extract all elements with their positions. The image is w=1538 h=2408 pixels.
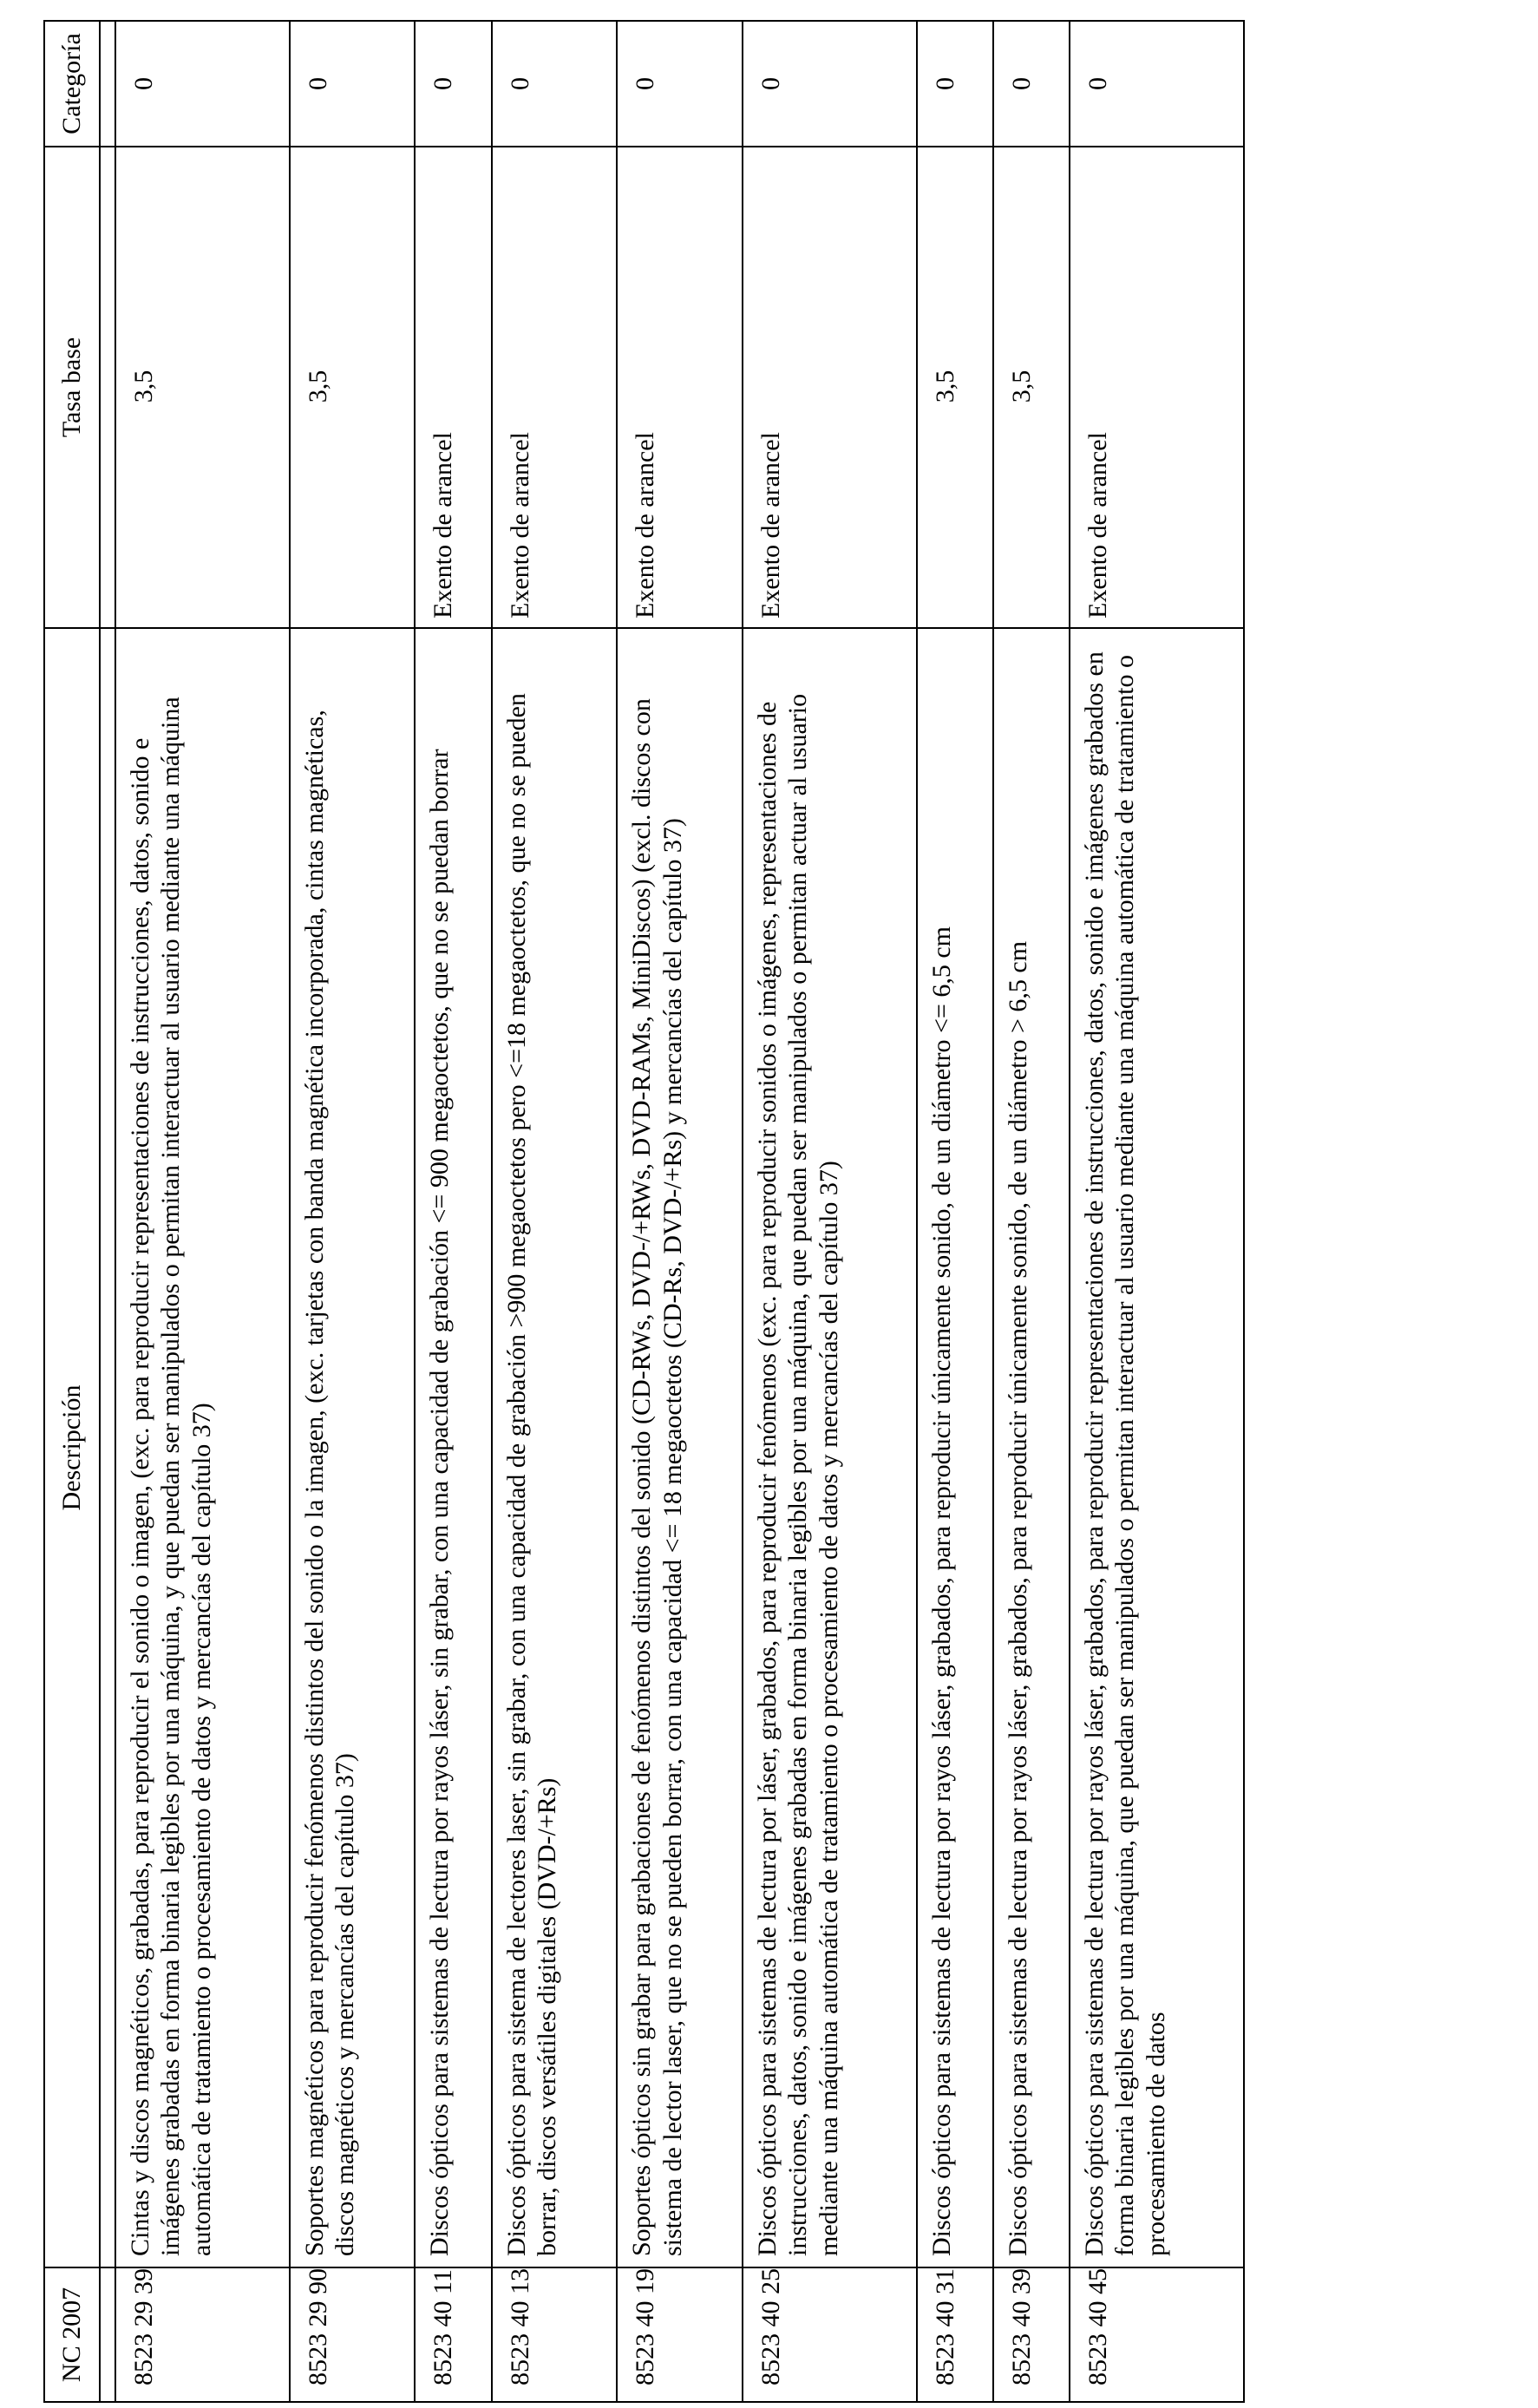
cell-description: Discos ópticos para sistema de lectores laser, sin grabar, con una capacidad de grabación >900 megaoctetos pero <=18 megaoctetos, que no se pueden borrar, discos versátiles digitales (DVD-/+Rs) <box>492 628 618 2267</box>
cell-code: 8523 40 45 <box>1070 2267 1244 2402</box>
table-row <box>917 21 993 2402</box>
cell-description: Discos ópticos para sistemas de lectura por rayos láser, grabados, para reproducir únicamente sonido, de un diámetro <= 6,5 cm <box>917 628 993 2267</box>
header-rate: Tasa base <box>44 147 100 628</box>
table-row <box>1070 21 1244 2402</box>
cell-rate: 3,5 <box>917 147 993 628</box>
tariff-table <box>43 20 1245 2403</box>
rotated-page-content <box>43 22 1245 2403</box>
cell-rate: Exento de arancel <box>743 147 917 628</box>
cell-code: 8523 40 39 <box>993 2267 1070 2402</box>
cell-description: Discos ópticos para sistemas de lectura por rayos láser, grabados, para reproducir representaciones de instrucciones, datos, sonido e imágenes grabados en forma binaria legibles por una máquina, que puedan ser manipulados o permitan interactuar al usuario mediante una máquina automática de tratamiento o procesamiento de datos <box>1070 628 1244 2267</box>
table-row <box>993 21 1070 2402</box>
table-row <box>290 21 416 2402</box>
cell-code: 8523 40 31 <box>917 2267 993 2402</box>
spacer-cell <box>100 147 115 628</box>
cell-category: 0 <box>743 21 917 147</box>
cell-rate: 3,5 <box>290 147 416 628</box>
cell-rate: Exento de arancel <box>1070 147 1244 628</box>
cell-description: Cintas y discos magnéticos, grabadas, para reproducir el sonido o imagen, (exc. para reproducir representaciones de instrucciones, datos, sonido e imágenes grabadas en forma binaria legibles por una máquina, y que puedan ser manipulados o permitan interactuar al usuario mediante una máquina automática de tratamiento o procesamiento de datos y mercancías del capítulo 37) <box>115 628 290 2267</box>
header-category: Categoría <box>44 21 100 147</box>
cell-category: 0 <box>492 21 618 147</box>
cell-description: Discos ópticos para sistemas de lectura por rayos láser, grabados, para reproducir únicamente sonido, de un diámetro > 6,5 cm <box>993 628 1070 2267</box>
cell-category: 0 <box>290 21 416 147</box>
table-row <box>743 21 917 2402</box>
cell-code: 8523 29 39 <box>115 2267 290 2402</box>
table-spacer-row <box>100 21 115 2402</box>
table-header-row <box>44 21 100 2402</box>
spacer-cell <box>100 2267 115 2402</box>
cell-description: Soportes ópticos sin grabar para grabaciones de fenómenos distintos del sonido (CD-RWs, DVD-/+RWs, DVD-RAMs, MiniDiscos) (excl. discos con sistema de lector laser, que no se pueden borrar, con una capacidad <= 18 megaoctetos (CD-Rs, DVD-/+Rs) y mercancías del capítulo 37) <box>617 628 743 2267</box>
cell-code: 8523 29 90 <box>290 2267 416 2402</box>
spacer-cell <box>100 21 115 147</box>
cell-code: 8523 40 25 <box>743 2267 917 2402</box>
cell-description: Soportes magnéticos para reproducir fenómenos distintos del sonido o la imagen, (exc. tarjetas con banda magnética incorporada, cintas magnéticas, discos magnéticos y mercancías del capítulo 37) <box>290 628 416 2267</box>
cell-rate: 3,5 <box>993 147 1070 628</box>
spacer-cell <box>100 628 115 2267</box>
cell-category: 0 <box>1070 21 1244 147</box>
cell-description: Discos ópticos para sistemas de lectura por láser, grabados, para reproducir fenómenos (exc. para reproducir sonidos o imágenes, representaciones de instrucciones, datos, sonido e imágenes grabadas en forma binaria legibles por una máquina, que puedan ser manipulados o permitan actuar al usuario mediante una máquina automática de tratamiento o procesamiento de datos y mercancías del capítulo 37) <box>743 628 917 2267</box>
cell-code: 8523 40 11 <box>415 2267 491 2402</box>
header-description: Descripción <box>44 628 100 2267</box>
cell-code: 8523 40 19 <box>617 2267 743 2402</box>
table-row <box>115 21 290 2402</box>
cell-rate: 3,5 <box>115 147 290 628</box>
table-row <box>617 21 743 2402</box>
header-code: NC 2007 <box>44 2267 100 2402</box>
cell-category: 0 <box>415 21 491 147</box>
cell-category: 0 <box>993 21 1070 147</box>
table-row <box>415 21 491 2402</box>
table-row <box>492 21 618 2402</box>
cell-code: 8523 40 13 <box>492 2267 618 2402</box>
table-body <box>100 21 1244 2402</box>
cell-rate: Exento de arancel <box>617 147 743 628</box>
cell-rate: Exento de arancel <box>415 147 491 628</box>
cell-category: 0 <box>917 21 993 147</box>
cell-category: 0 <box>115 21 290 147</box>
cell-category: 0 <box>617 21 743 147</box>
cell-rate: Exento de arancel <box>492 147 618 628</box>
cell-description: Discos ópticos para sistemas de lectura por rayos láser, sin grabar, con una capacidad de grabación <= 900 megaoctetos, que no se puedan borrar <box>415 628 491 2267</box>
